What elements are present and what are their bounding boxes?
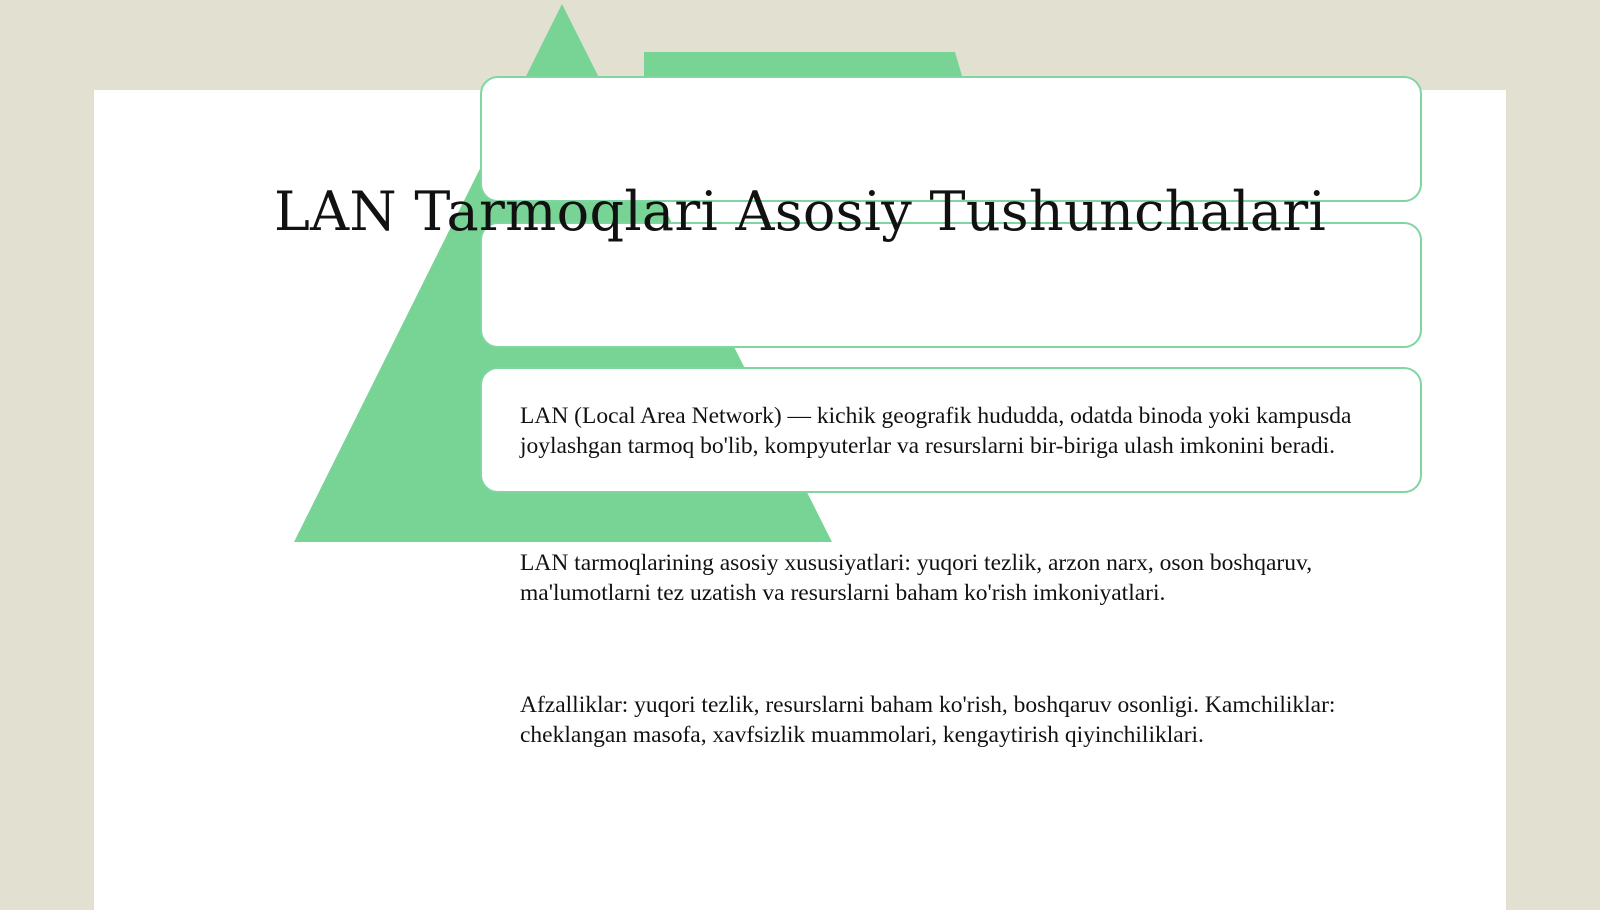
paragraph-features: LAN tarmoqlarining asosiy xususiyatlari: yuqori tezlik, arzon narx, oson boshqaruv, ma'lumotlarni tez uzatish va resurslarni baham ko'rish imkoniyatlari. (520, 550, 1313, 606)
slide-title: LAN Tarmoqlari Asosiy Tushunchalari (273, 180, 1327, 243)
pyramid-band-top (644, 52, 962, 76)
paragraph-definition: LAN (Local Area Network) — kichik geografik hududda, odatda binoda yoki kampusda joylashgan tarmoq bo'lib, kompyuterlar va resurslarni bir-biriga ulash imkonini beradi. (520, 403, 1352, 459)
paragraph-pros-cons: Afzalliklar: yuqori tezlik, resurslarni baham ko'rish, boshqaruv osonligi. Kamchiliklar: cheklangan masofa, xavfsizlik muammolari, kengaytirish qiyinchiliklari. (520, 692, 1336, 748)
